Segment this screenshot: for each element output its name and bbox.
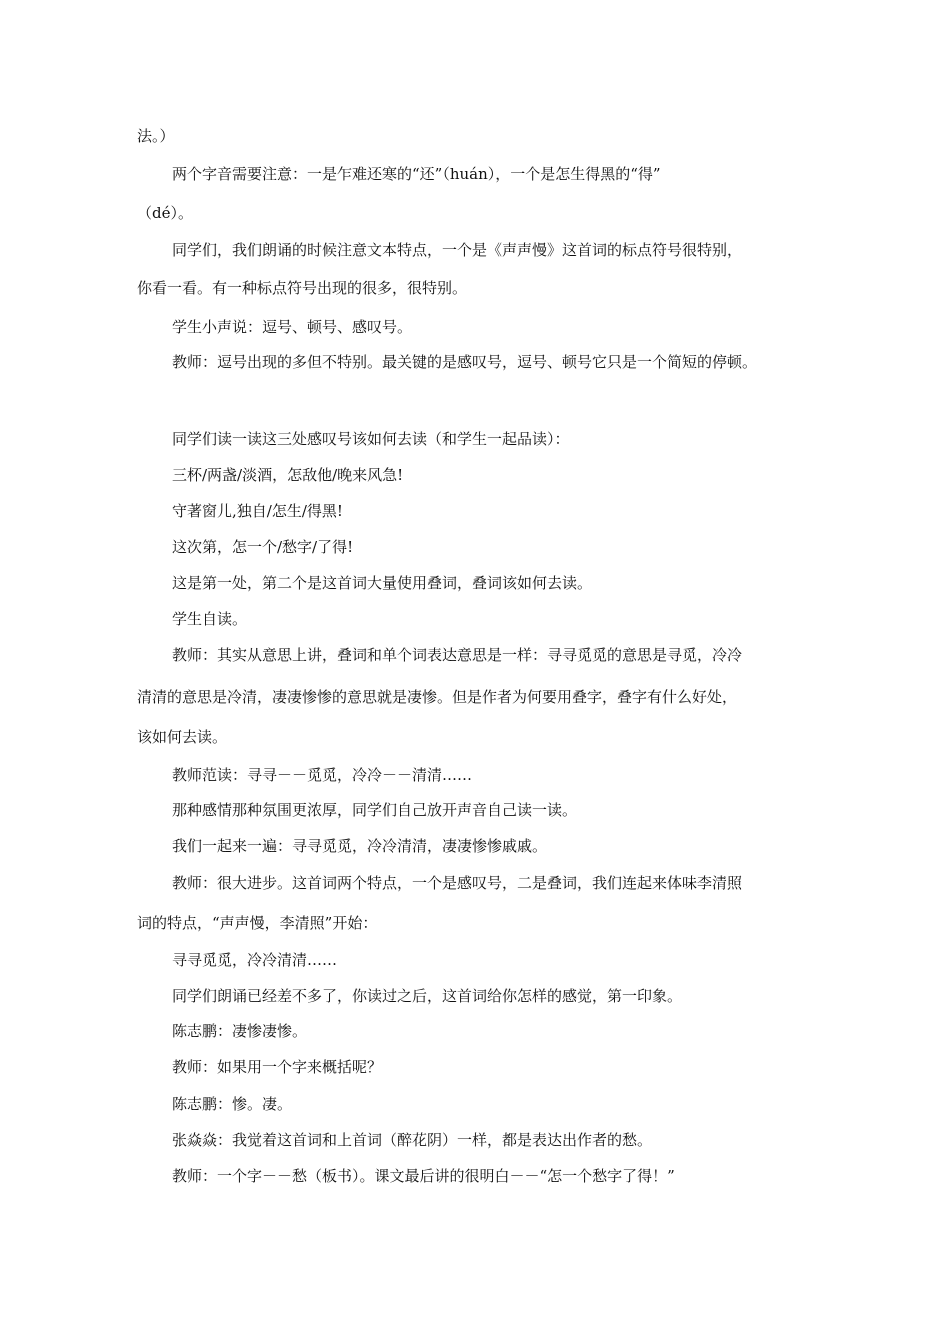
text-line: 词的特点，“声声慢，李清照”开始： [137, 914, 378, 932]
text-line: 学生小声说：逗号、顿号、感叹号。 [172, 318, 413, 336]
text-line: 陈志鹏：凄惨凄惨。 [172, 1022, 308, 1040]
text-line: 寻寻觅觅，冷冷清清…… [172, 951, 338, 969]
text-line: 陈志鹏：惨。凄。 [172, 1095, 293, 1113]
text-line: 张焱焱：我觉着这首词和上首词（醉花阴）一样，都是表达出作者的愁。 [172, 1131, 653, 1149]
text-line: 教师：一个字－－愁（板书）。课文最后讲的很明白－－“怎一个愁字了得！” [172, 1167, 675, 1185]
text-line: 同学们，我们朗诵的时候注意文本特点，一个是《声声慢》这首词的标点符号很特别， [172, 241, 743, 259]
text-line: 守著窗儿,独自/怎生/得黑! [172, 502, 343, 520]
text-line: （dé）。 [137, 204, 193, 222]
text-line: 教师：逗号出现的多但不特别。最关键的是感叹号，逗号、顿号它只是一个简短的停顿。 [172, 353, 758, 371]
text-line: 你看一看。有一种标点符号出现的很多，很特别。 [137, 279, 468, 297]
text-line: 我们一起来一遍：寻寻觅觅，冷冷清清，凄凄惨惨戚戚。 [172, 837, 548, 855]
text-line: 清清的意思是冷清，凄凄惨惨的意思就是凄惨。但是作者为何要用叠字，叠字有什么好处， [137, 688, 738, 706]
text-line: 教师：其实从意思上讲，叠词和单个词表达意思是一样：寻寻觅觅的意思是寻觅，冷冷 [172, 646, 743, 664]
text-line: 教师：很大进步。这首词两个特点，一个是感叹号，二是叠词，我们连起来体味李清照 [172, 874, 743, 892]
text-line: 两个字音需要注意：一是乍难还寒的“还”（huán），一个是怎生得黑的“得” [172, 165, 661, 183]
text-line: 学生自读。 [172, 610, 248, 628]
text-line: 法。） [137, 127, 175, 145]
text-line: 该如何去读。 [137, 728, 228, 746]
text-line: 教师：如果用一个字来概括呢？ [172, 1058, 383, 1076]
text-line: 那种感情那种氛围更浓厚，同学们自己放开声音自己读一读。 [172, 801, 578, 819]
text-line: 同学们朗诵已经差不多了，你读过之后，这首词给你怎样的感觉，第一印象。 [172, 987, 683, 1005]
text-line: 三杯/两盏/淡酒，怎敌他/晚来风急! [172, 466, 404, 484]
text-line: 这次第，怎一个/愁字/了得! [172, 538, 354, 556]
text-line: 同学们读一读这三处感叹号该如何去读（和学生一起品读）： [172, 430, 570, 448]
text-line: 教师范读：寻寻－－觅觅，冷冷－－清清…… [172, 766, 473, 784]
text-line: 这是第一处，第二个是这首词大量使用叠词，叠词该如何去读。 [172, 574, 593, 592]
